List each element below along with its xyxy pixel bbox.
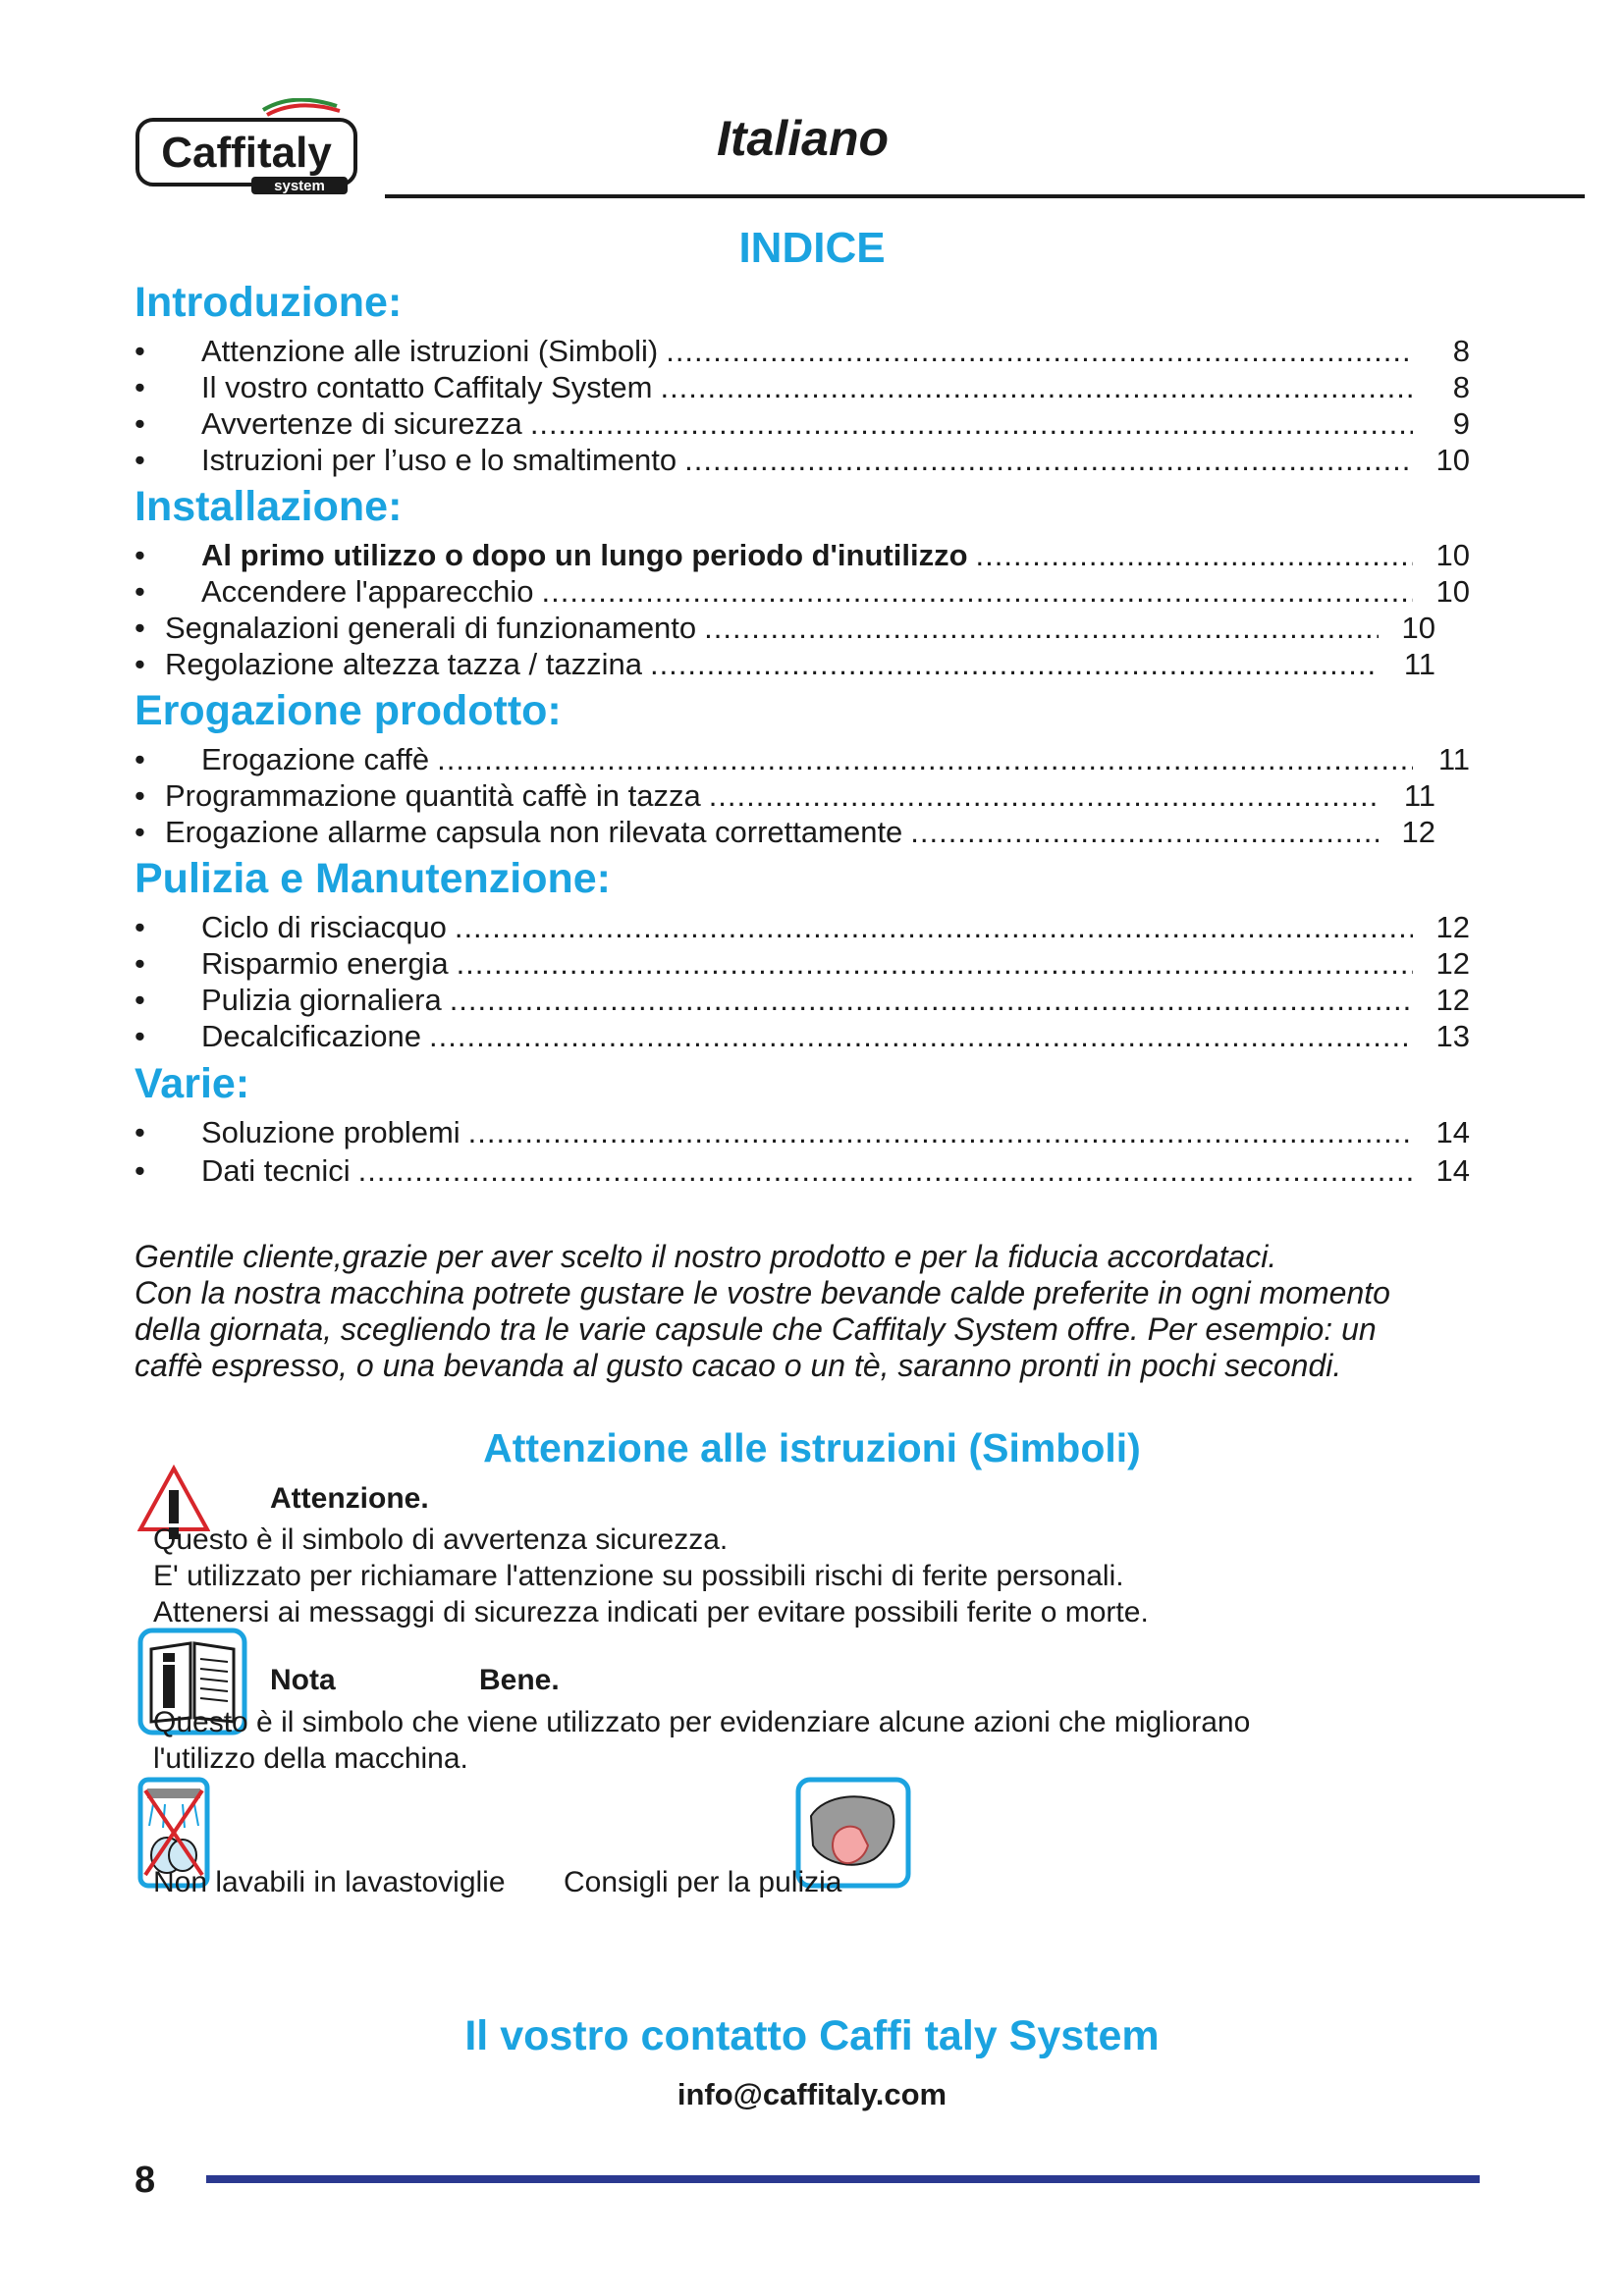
toc-item-page: 12 [1401, 815, 1435, 849]
toc-item[interactable] [135, 443, 1470, 478]
index-title: INDICE [738, 224, 886, 272]
toc-item[interactable] [135, 946, 1470, 982]
intro-line: caffè espresso, o una bevanda al gusto cacao o un tè, saranno pronti in pochi secondi. [135, 1348, 1342, 1383]
toc-leader-dots [666, 334, 1413, 369]
toc-item-label: Decalcificazione [201, 1019, 421, 1053]
toc-item[interactable] [135, 815, 1435, 850]
toc-item-page: 13 [1435, 1019, 1470, 1053]
toc-item-label: Risparmio energia [201, 946, 449, 981]
toc-item-page: 9 [1452, 406, 1470, 441]
contact-title: Il vostro contatto Caffi taly System [464, 2012, 1160, 2059]
toc-leader-dots [429, 1019, 1413, 1054]
note-heading-1: Nota [270, 1664, 336, 1696]
note-line: l'utilizzo della macchina. [153, 1742, 468, 1775]
bullet: • [135, 647, 145, 681]
toc-item[interactable] [135, 574, 1470, 610]
bullet: • [135, 742, 145, 776]
toc-leader-dots [660, 370, 1413, 405]
toc-leader-dots [650, 647, 1379, 682]
toc-item-page: 12 [1435, 946, 1470, 981]
toc-item-page: 10 [1435, 443, 1470, 477]
footer-divider [206, 2175, 1480, 2183]
toc-item-page: 11 [1403, 778, 1435, 813]
note-line: Questo è il simbolo che viene utilizzato per evidenziare alcune azioni che migliorano [153, 1706, 1251, 1738]
note-heading-2: Bene. [479, 1664, 560, 1696]
toc-item[interactable] [135, 1115, 1470, 1150]
toc-item-page: 12 [1435, 910, 1470, 944]
toc-item[interactable] [135, 334, 1470, 369]
toc-item-page: 8 [1452, 370, 1470, 404]
toc-leader-dots [704, 611, 1379, 646]
logo-subtext: system [274, 178, 325, 194]
section-title-introduzione: Introduzione: [135, 279, 403, 326]
cleaning-label: Consigli per la pulizia [564, 1866, 842, 1898]
page-number: 8 [135, 2160, 156, 2201]
toc-leader-dots [358, 1153, 1413, 1189]
toc-item-label: Erogazione caffè [201, 742, 430, 776]
toc-leader-dots [709, 778, 1379, 814]
toc-item-label: Dati tecnici [201, 1153, 351, 1188]
toc-item-page: 11 [1437, 742, 1470, 776]
toc-item-label: Regolazione altezza tazza / tazzina [165, 647, 642, 681]
warning-line: E' utilizzato per richiamare l'attenzione su possibili rischi di ferite personali. [153, 1560, 1124, 1592]
toc-leader-dots [542, 574, 1413, 610]
dishwasher-label: Non lavabili in lavastoviglie [153, 1866, 506, 1898]
toc-item-label: Programmazione quantità caffè in tazza [165, 778, 701, 813]
toc-item-label: Pulizia giornaliera [201, 983, 442, 1017]
bullet: • [135, 1153, 145, 1188]
bullet: • [135, 778, 145, 813]
logo-text: Caffitaly [161, 129, 332, 177]
language-title: Italiano [717, 111, 890, 166]
bullet: • [135, 910, 145, 944]
bullet: • [135, 406, 145, 441]
toc-item[interactable] [135, 611, 1435, 646]
toc-item-page: 14 [1435, 1115, 1470, 1149]
toc-item-label: Il vostro contatto Caffitaly System [201, 370, 653, 404]
toc-item-label: Ciclo di risciacquo [201, 910, 447, 944]
toc-item-page: 14 [1435, 1153, 1470, 1188]
bullet: • [135, 983, 145, 1017]
toc-leader-dots [468, 1115, 1413, 1150]
toc-item-label: Segnalazioni generali di funzionamento [165, 611, 697, 645]
toc-item[interactable] [135, 647, 1435, 682]
bullet: • [135, 574, 145, 609]
toc-item-label: Accendere l'apparecchio [201, 574, 534, 609]
bullet: • [135, 946, 145, 981]
toc-item-page: 8 [1452, 334, 1470, 368]
section-title-erogazione: Erogazione prodotto: [135, 687, 562, 734]
toc-leader-dots [450, 983, 1413, 1018]
toc-item[interactable] [135, 910, 1470, 945]
toc-item-label: Avvertenze di sicurezza [201, 406, 522, 441]
section-title-varie: Varie: [135, 1060, 250, 1107]
intro-line: Con la nostra macchina potrete gustare le vostre bevande calde preferite in ogni momento [135, 1275, 1390, 1310]
section-title-pulizia: Pulizia e Manutenzione: [135, 855, 611, 902]
toc-item-label: Al primo utilizzo o dopo un lungo periodo d'inutilizzo [201, 538, 968, 572]
toc-item-page: 10 [1401, 611, 1435, 645]
toc-item[interactable] [135, 370, 1470, 405]
toc-item[interactable] [135, 742, 1470, 777]
toc-item[interactable] [135, 778, 1435, 814]
toc-item[interactable] [135, 538, 1470, 573]
bullet: • [135, 443, 145, 477]
toc-item[interactable] [135, 1153, 1470, 1189]
toc-leader-dots [530, 406, 1413, 442]
intro-line: della giornata, scegliendo tra le varie capsule che Caffitaly System offre. Per esempio: un [135, 1311, 1377, 1347]
toc-leader-dots [455, 910, 1413, 945]
toc-item[interactable] [135, 983, 1470, 1018]
warning-heading: Attenzione. [270, 1482, 429, 1515]
toc-item-label: Soluzione problemi [201, 1115, 460, 1149]
caffitaly-logo [135, 98, 357, 196]
bullet: • [135, 334, 145, 368]
toc-leader-dots [457, 946, 1413, 982]
toc-item-page: 10 [1435, 574, 1470, 609]
bullet: • [135, 1115, 145, 1149]
section-title-installazione: Installazione: [135, 483, 403, 530]
bullet: • [135, 815, 145, 849]
intro-line: Gentile cliente,grazie per aver scelto il nostro prodotto e per la fiducia accordataci. [135, 1239, 1277, 1274]
toc-leader-dots [684, 443, 1413, 478]
intro-paragraph [135, 1239, 1509, 1384]
symbols-title: Attenzione alle istruzioni (Simboli) [483, 1425, 1141, 1470]
contact-email[interactable]: info@caffitaly.com [677, 2077, 947, 2111]
toc-item-label: Erogazione allarme capsula non rilevata correttamente [165, 815, 903, 849]
toc-item-label: Istruzioni per l’uso e lo smaltimento [201, 443, 677, 477]
toc-item-page: 12 [1435, 983, 1470, 1017]
bullet: • [135, 611, 145, 645]
toc-leader-dots [437, 742, 1413, 777]
warning-line: Attenersi ai messaggi di sicurezza indicati per evitare possibili ferite o morte. [153, 1596, 1149, 1629]
bullet: • [135, 370, 145, 404]
bullet: • [135, 1019, 145, 1053]
toc-item-page: 11 [1403, 647, 1435, 681]
toc-leader-dots [910, 815, 1379, 850]
toc-item-label: Attenzione alle istruzioni (Simboli) [201, 334, 659, 368]
toc-item[interactable] [135, 406, 1470, 442]
toc-item-page: 10 [1435, 538, 1470, 572]
bullet: • [135, 538, 145, 572]
toc-item[interactable] [135, 1019, 1470, 1054]
toc-leader-dots [976, 538, 1413, 573]
header-divider [385, 194, 1585, 198]
warning-line: Questo è il simbolo di avvertenza sicurezza. [153, 1523, 729, 1556]
